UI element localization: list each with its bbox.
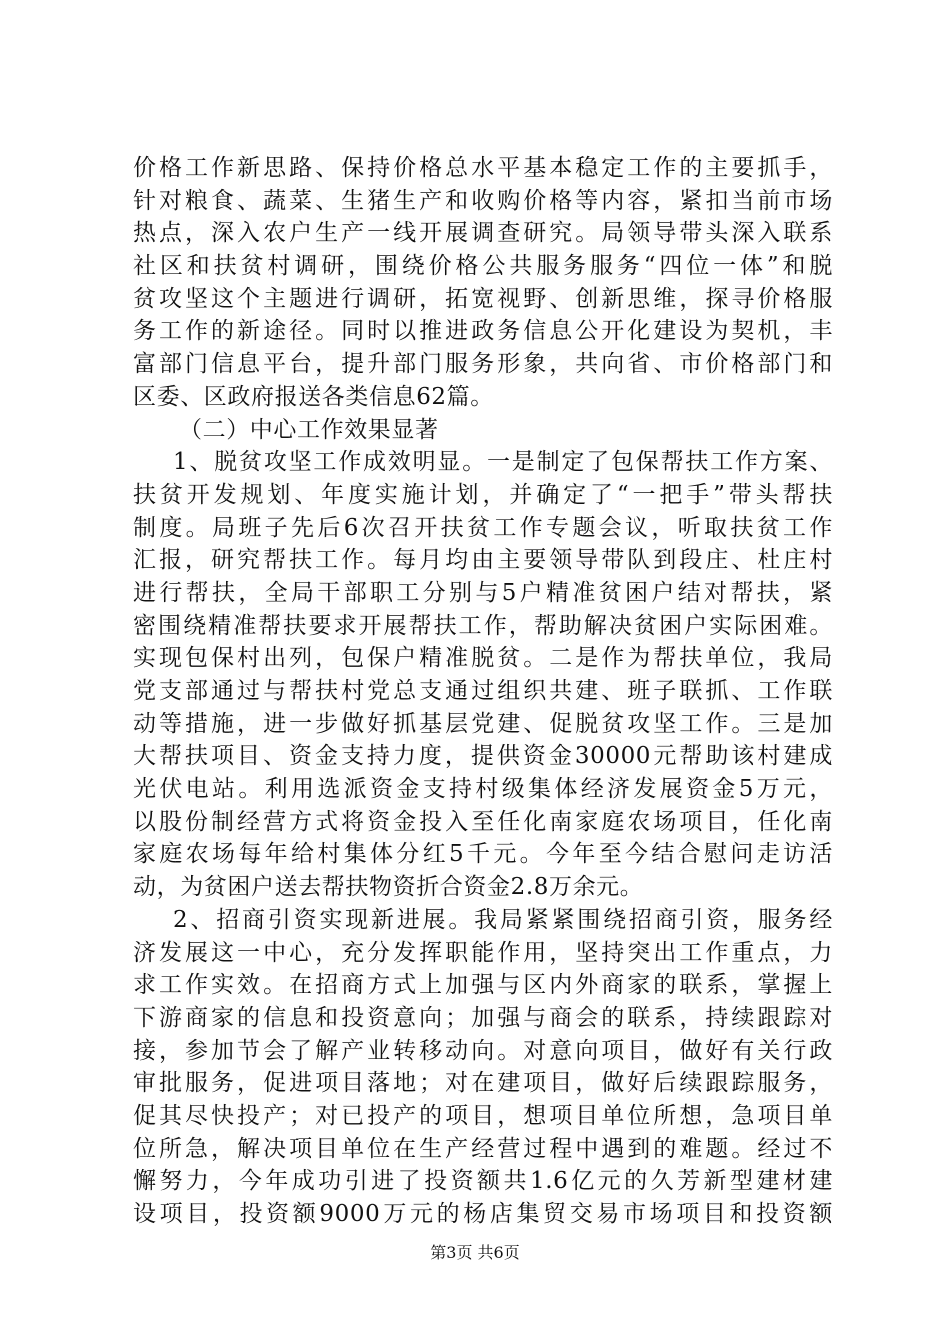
text-line: 社区和扶贫村调研，围绕价格公共服务服务“四位一体”和脱 — [133, 253, 833, 280]
text-line: 扶贫开发规划、年度实施计划，并确定了“一把手”带头帮扶 — [133, 481, 833, 508]
text-line: 富部门信息平台，提升部门服务形象，共向省、市价格部门和 — [133, 351, 833, 378]
text-line: 审批服务，促进项目落地；对在建项目，做好后续跟踪服务， — [133, 1070, 833, 1097]
text-line: 密围绕精准帮扶要求开展帮扶工作，帮助解决贫困户实际困难。 — [133, 612, 833, 639]
text-line: 针对粮食、蔬菜、生猪生产和收购价格等内容，紧扣当前市场 — [133, 187, 833, 214]
text-line: 促其尽快投产；对已投产的项目，想项目单位所想，急项目单 — [133, 1102, 833, 1129]
text-line: 实现包保村出列，包保户精准脱贫。二是作为帮扶单位，我局 — [133, 645, 833, 672]
text-line: 济发展这一中心，充分发挥职能作用，坚持突出工作重点，力 — [133, 939, 833, 966]
text-line: 务工作的新途径。同时以推进政务信息公开化建设为契机，丰 — [133, 318, 833, 345]
text-line: 大帮扶项目、资金支持力度，提供资金30000元帮助该村建成 — [133, 743, 833, 770]
text-line: 设项目，投资额9000万元的杨店集贸交易市场项目和投资额 — [133, 1201, 833, 1227]
text-line: 光伏电站。利用选派资金支持村级集体经济发展资金5万元， — [133, 776, 833, 803]
text-line: 2、招商引资实现新进展。我局紧紧围绕招商引资，服务经 — [173, 906, 833, 933]
text-line: 价格工作新思路、保持价格总水平基本稳定工作的主要抓手， — [133, 155, 833, 181]
text-line: 求工作实效。在招商方式上加强与区内外商家的联系，掌握上 — [133, 972, 833, 999]
text-line: 动等措施，进一步做好抓基层党建、促脱贫攻坚工作。三是加 — [133, 710, 833, 737]
text-line: 制度。局班子先后6次召开扶贫工作专题会议，听取扶贫工作 — [133, 514, 833, 541]
text-line: 动，为贫困户送去帮扶物资折合资金2.8万余元。 — [133, 874, 644, 901]
text-line: 位所急，解决项目单位在生产经营过程中遇到的难题。经过不 — [133, 1135, 833, 1162]
section-heading: （二）中心工作效果显著 — [179, 416, 439, 443]
text-line: 党支部通过与帮扶村党总支通过组织共建、班子联抓、工作联 — [133, 678, 833, 704]
document-body — [133, 152, 833, 1231]
text-line: 贫攻坚这个主题进行调研，拓宽视野、创新思维，探寻价格服 — [133, 285, 833, 312]
text-line: 热点，深入农户生产一线开展调查研究。局领导带头深入联系 — [133, 220, 833, 247]
text-line: 以股份制经营方式将资金投入至任化南家庭农场项目，任化南 — [133, 808, 833, 835]
text-line: 懈努力，今年成功引进了投资额共1.6亿元的久芳新型建材建 — [133, 1168, 833, 1195]
text-line: 进行帮扶，全局干部职工分别与5户精准贫困户结对帮扶，紧 — [133, 579, 833, 606]
page-number-footer: 第3页 共6页 — [430, 1243, 520, 1262]
text-line: 区委、区政府报送各类信息62篇。 — [133, 383, 494, 410]
text-line: 1、脱贫攻坚工作成效明显。一是制定了包保帮扶工作方案、 — [173, 449, 833, 476]
text-line: 接，参加节会了解产业转移动向。对意向项目，做好有关行政 — [133, 1037, 833, 1064]
text-line: 家庭农场每年给村集体分红5千元。今年至今结合慰问走访活 — [133, 841, 833, 868]
text-line: 汇报，研究帮扶工作。每月均由主要领导带队到段庄、杜庄村 — [133, 547, 833, 574]
text-line: 下游商家的信息和投资意向；加强与商会的联系，持续跟踪对 — [133, 1004, 833, 1031]
